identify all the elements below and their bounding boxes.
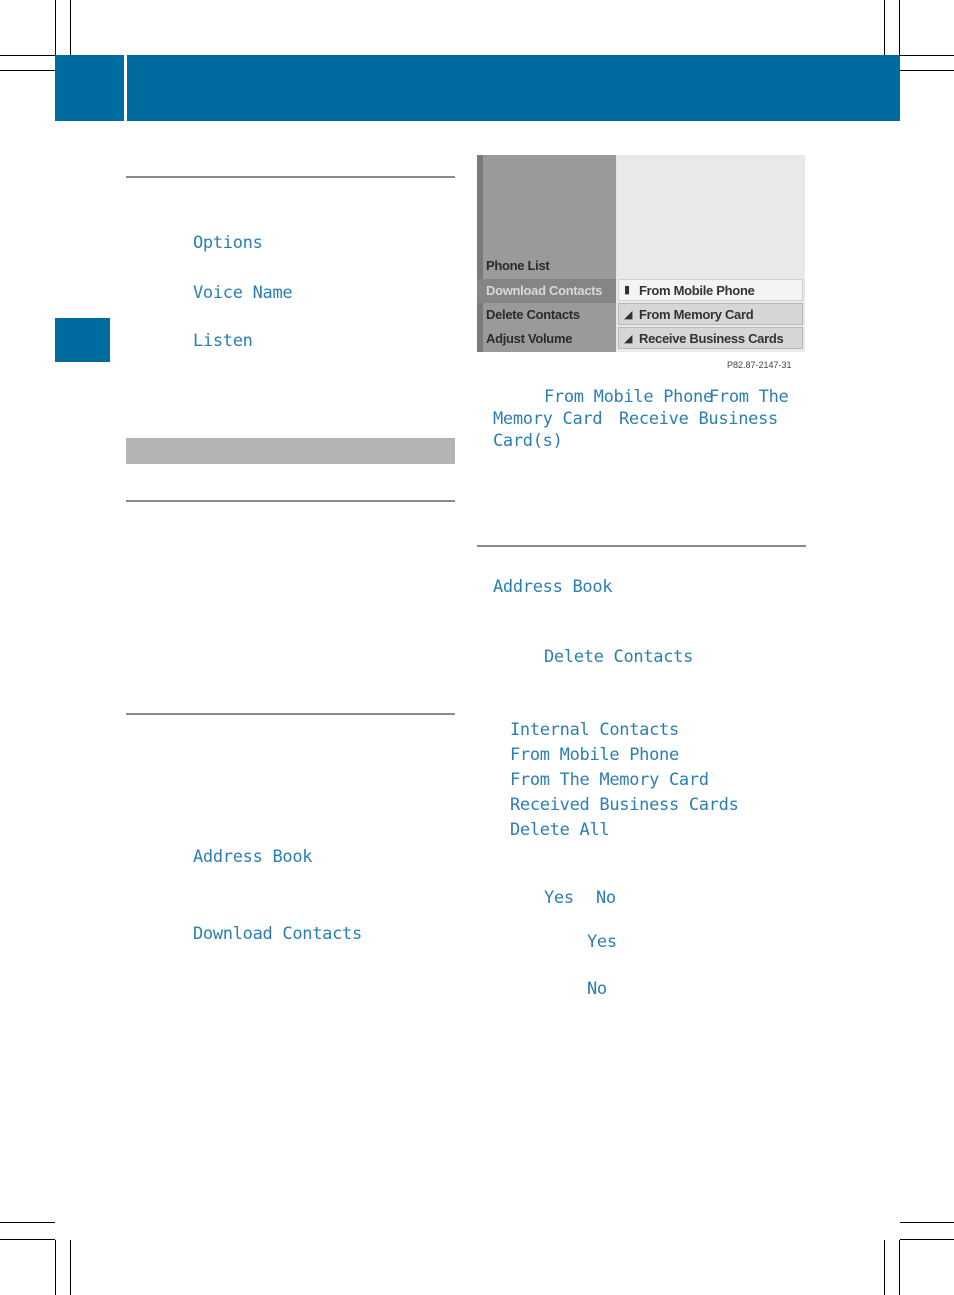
option-from-mobile-phone: From Mobile Phone: [639, 283, 755, 298]
menu-term-voice-name: Voice Name: [193, 283, 293, 303]
option-from-memory-card: From Memory Card: [639, 307, 754, 322]
caption-term-from-mobile-phone: From Mobile Phone: [544, 387, 713, 407]
card-icon: ◢: [624, 332, 633, 345]
caption-term-text: From The Memory Card: [493, 387, 789, 429]
crop-mark: [0, 1239, 55, 1240]
panel-shade: [477, 155, 483, 352]
menu-term-address-book-right: Address Book: [493, 577, 613, 597]
prompt-yes: Yes: [544, 888, 574, 908]
menu-term-address-book: Address Book: [193, 847, 313, 867]
heading-band: [126, 438, 455, 464]
crop-mark: [900, 70, 954, 71]
option-received-business-cards: Received Business Cards: [510, 795, 739, 815]
crop-mark: [900, 1239, 954, 1240]
section-rule: [126, 713, 455, 715]
option-from-the-memory-card-list: From The Memory Card: [510, 770, 709, 790]
section-rule: [126, 500, 455, 502]
crop-mark: [899, 1240, 900, 1295]
crop-mark: [55, 1240, 56, 1295]
crop-mark: [55, 0, 56, 55]
option-receive-business-cards: Receive Business Cards: [639, 331, 784, 346]
answer-yes: Yes: [587, 932, 617, 952]
crop-mark: [884, 0, 885, 55]
phone-icon: ▮: [624, 283, 631, 296]
section-rule: [477, 545, 806, 547]
menu-panel: [477, 155, 616, 352]
crop-mark: [900, 55, 954, 56]
caption-term-text: Receive Business Card(s): [493, 409, 778, 451]
menu-item-download-contacts: Download Contacts: [486, 283, 603, 298]
crop-mark: [0, 1222, 55, 1223]
chapter-tab: [55, 318, 110, 362]
menu-term-options: Options: [193, 233, 263, 253]
figure-code: P82.87-2147-31: [727, 360, 792, 370]
crop-mark: [884, 1240, 885, 1295]
section-rule: [126, 176, 455, 178]
menu-term-delete-contacts: Delete Contacts: [544, 647, 694, 667]
menu-term-download-contacts: Download Contacts: [193, 924, 362, 944]
crop-mark: [70, 0, 71, 55]
crop-mark: [900, 1222, 954, 1223]
menu-item-adjust-volume: Adjust Volume: [486, 331, 573, 346]
crop-mark: [70, 1240, 71, 1295]
card-icon: ◢: [624, 308, 633, 321]
page-header-bar: [55, 55, 900, 121]
option-from-mobile-phone-list: From Mobile Phone: [510, 745, 679, 765]
header-divider: [124, 55, 127, 121]
prompt-no: No: [596, 888, 616, 908]
option-internal-contacts: Internal Contacts: [510, 720, 679, 740]
caption-term-receive-business-cards: [493, 408, 803, 452]
crop-mark: [0, 70, 55, 71]
menu-item-delete-contacts: Delete Contacts: [486, 307, 580, 322]
answer-no: No: [587, 979, 607, 999]
menu-item-phone-list: Phone List: [486, 258, 550, 273]
option-delete-all: Delete All: [510, 820, 610, 840]
screen-figure: [477, 155, 805, 352]
crop-mark: [899, 0, 900, 55]
crop-mark: [0, 55, 55, 56]
menu-term-listen: Listen: [193, 331, 253, 351]
